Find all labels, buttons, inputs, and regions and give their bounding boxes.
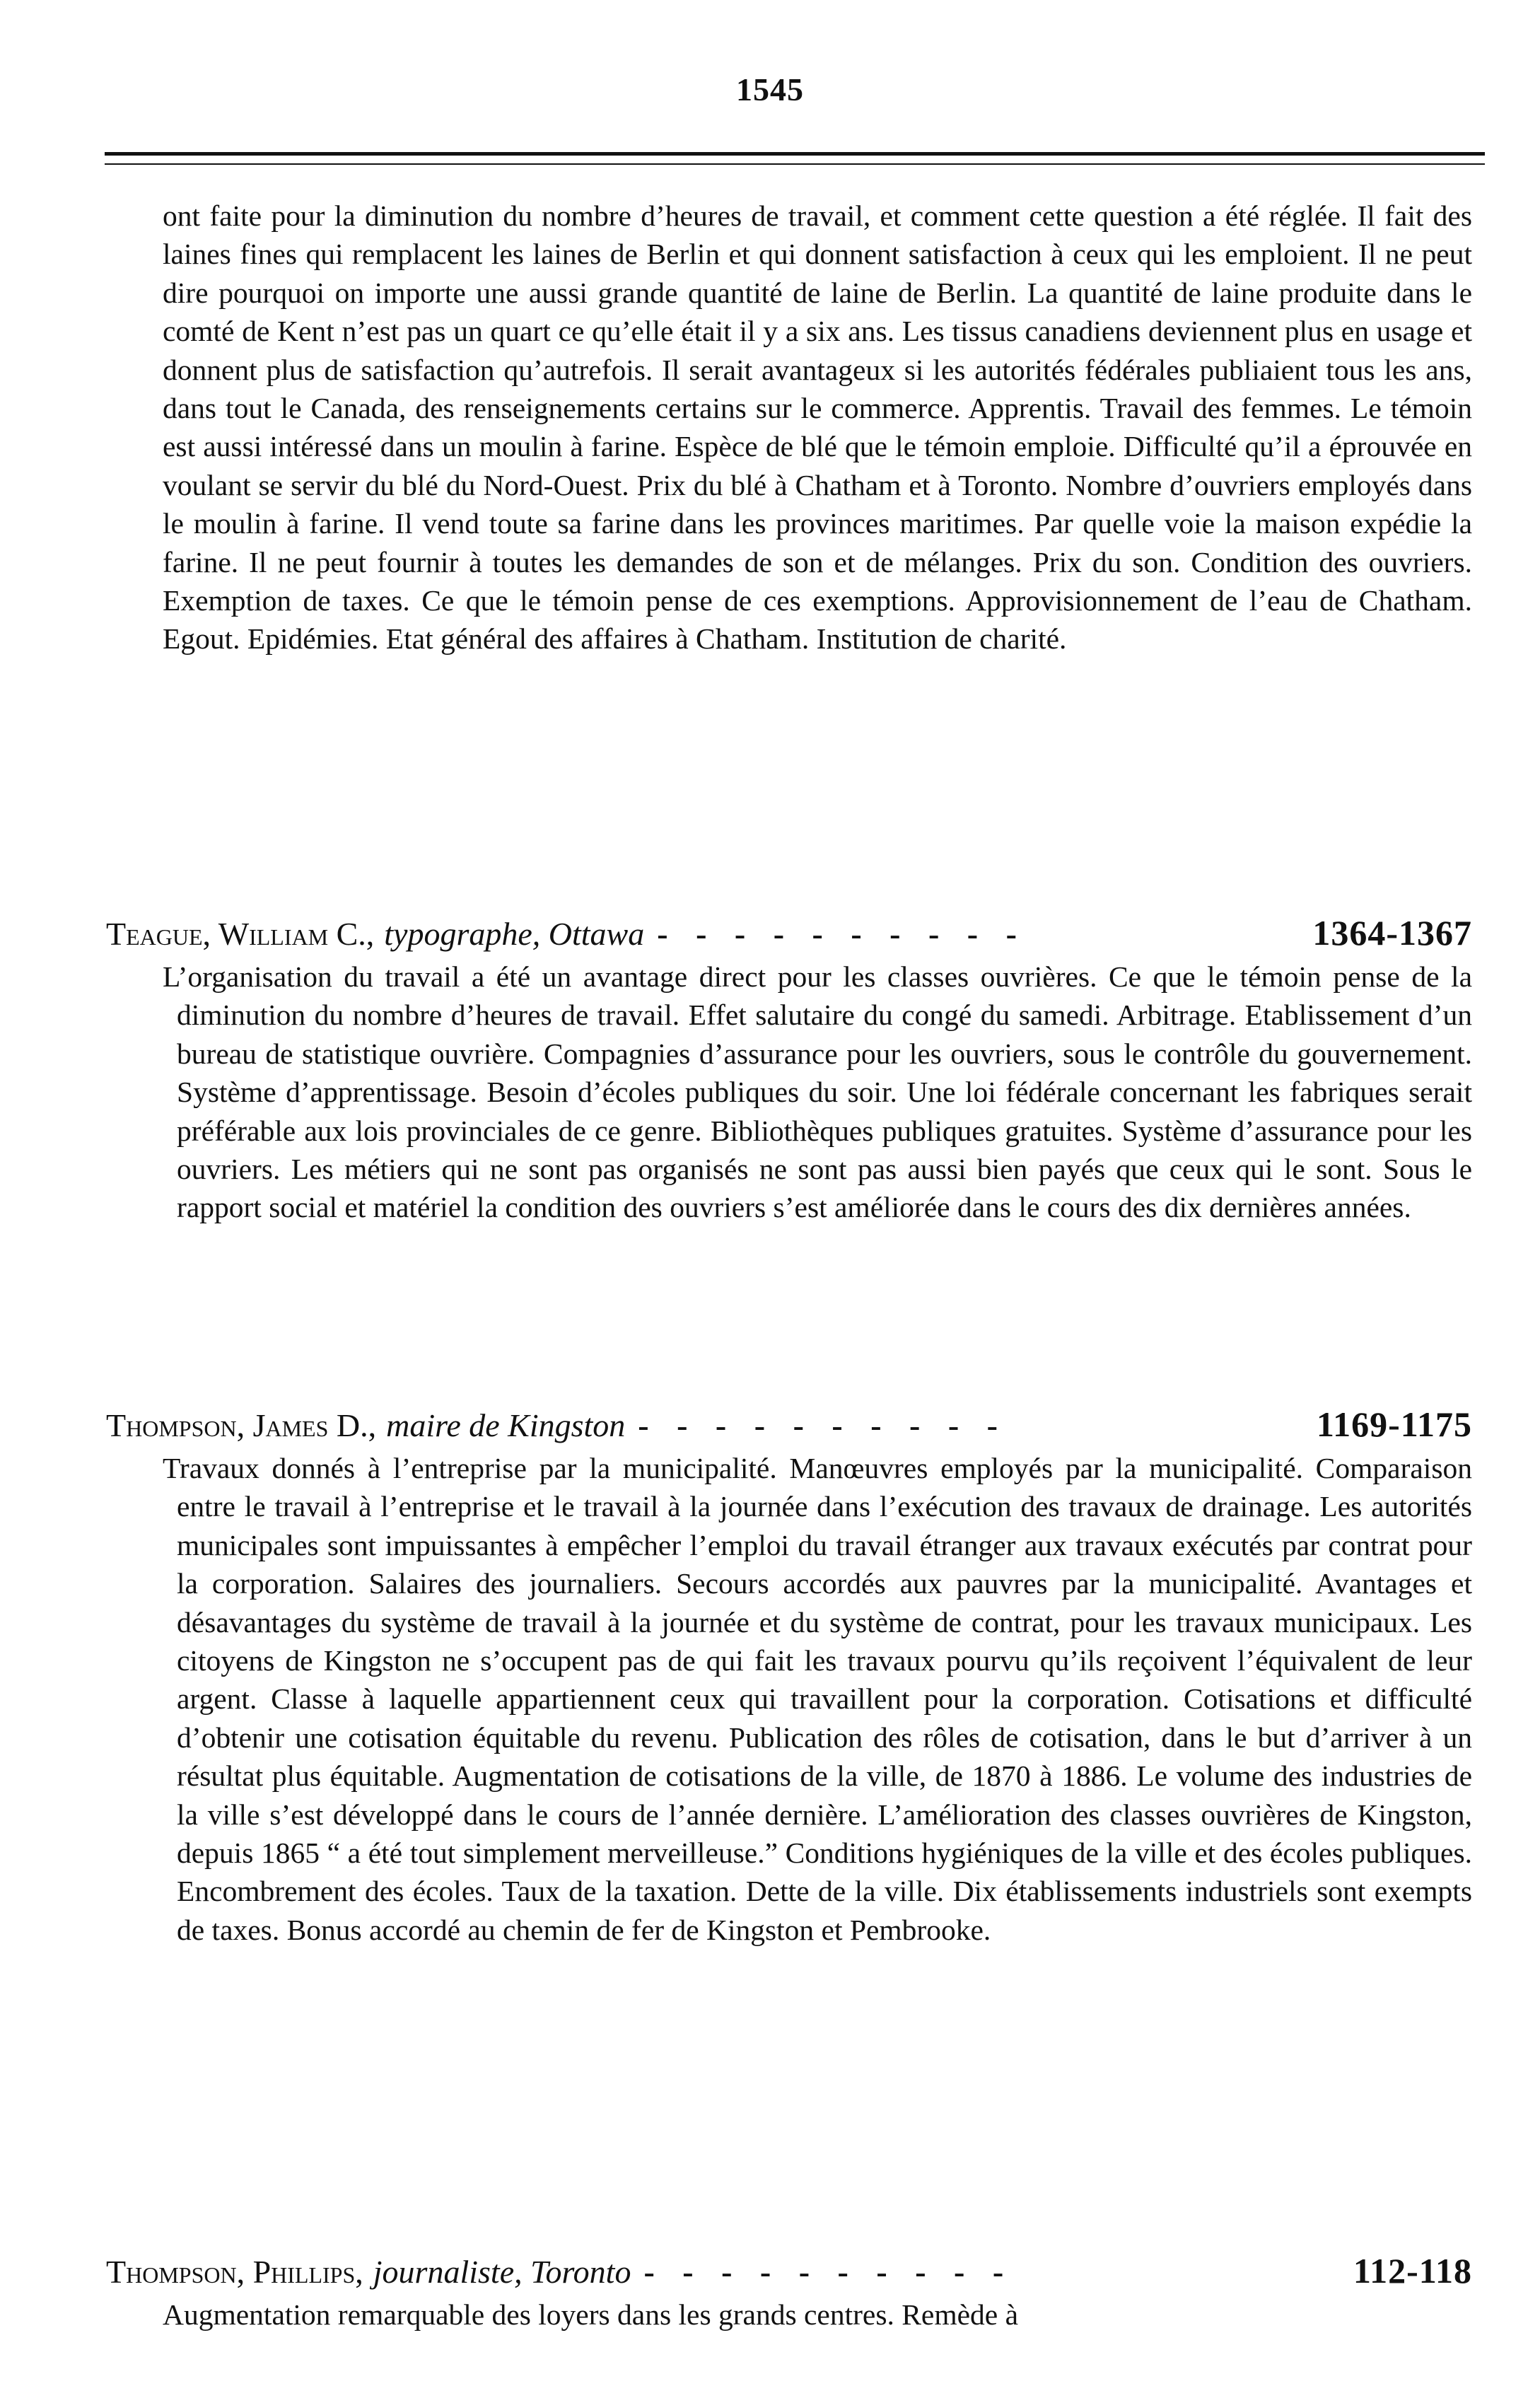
entry-role: maire de Kingston — [386, 1407, 626, 1443]
entry-leader: - - - - - - - - - - — [643, 2254, 1014, 2290]
entry-role: journaliste, Toronto — [373, 2254, 631, 2290]
entry-body: Augmentation remarquable des loyers dans les grands centres. Remède à — [163, 2298, 1019, 2331]
entry-leader: - - - - - - - - - - — [657, 916, 1027, 952]
entry-header — [106, 1404, 1472, 1449]
continuation-text: ont faite pour la diminution du nombre d’heures de travail, et comment cette question a été réglée. Il fait des laines fines qui remplacent les laines de Berlin et qui donnent satisfaction à ceux qui les emploient. Il ne peut dire pourquoi on importe une aussi grande quantité de laine de Berlin. La quantité de laine produite dans le comté de Kent n’est pas un quart ce qu’elle était il y a six ans. Les tissus canadiens deviennent plus en usage et donnent plus de satisfaction qu’autrefois. Il serait avantageux si les autorités fédérales publiaient tous les ans, dans tout le Canada, des renseignements certains sur le commerce. Apprentis. Travail des femmes. Le témoin est aussi intéressé dans un moulin à farine. Espèce de blé que le témoin emploie. Difficulté qu’il a éprouvée en voulant se servir du blé du Nord-Ouest. Prix du blé à Chatham et à Toronto. Nombre d’ouvriers employés dans le moulin à farine. Il vend toute sa farine dans les provinces maritimes. Par quelle voie la maison expédie la farine. Il ne peut fournir à toutes les demandes de son et de mélanges. Prix du son. Condition des ouvriers. Exemption de taxes. Ce que le témoin pense de ces exemptions. Approvisionnement de l’eau de Chatham. Egout. Epidémies. Etat général des affaires à Chatham. Institution de charité. — [163, 199, 1472, 656]
entry-name: Teague, William C., — [106, 916, 375, 952]
entry-pages: 1169-1175 — [1316, 1404, 1472, 1444]
entry-body: Travaux donnés à l’entreprise par la municipalité. Manœuvres employés par la municipalité. Comparaison entre le travail à l’entreprise et le travail à la journée dans l’exécution des travaux de drainage. Les autorités municipales sont impuissantes à empêcher l’emploi du travail étranger aux travaux exécutés par contrat pour la corporation. Salaires des journaliers. Secours accordés aux pauvres par la municipalité. Avantages et désavantages du système de travail à la journée et du système de contrat, pour les travaux municipaux. Les citoyens de Kingston ne s’occupent pas de qui fait les travaux pourvu qu’ils reçoivent l’équivalent de leur argent. Classe à laquelle appartiennent ceux qui travaillent pour la corporation. Cotisations et difficulté d’obtenir une cotisation équitable du revenu. Publication des rôles de cotisation, dans le but d’arriver à un résultat plus équitable. Augmentation de cotisations de la ville, de 1870 à 1886. Le volume des industries de la ville s’est développé dans le cours de l’année dernière. L’amélioration des classes ouvrières de Kingston, depuis 1865 “ a été tout simplement merveilleuse.” Conditions hygiéniques de la ville et des écoles publiques. Encombrement des écoles. Taux de la taxation. Dette de la ville. Dix établissements industriels sont exempts de taxes. Bonus accordé au chemin de fer de Kingston et Pembrooke. — [163, 1452, 1472, 1946]
entry-role: typographe, Ottawa — [384, 916, 645, 952]
entry-name: Thompson, Phillips, — [106, 2254, 363, 2290]
entry-pages: 1364-1367 — [1312, 913, 1472, 953]
index-entry-thompson-james — [106, 1404, 1472, 1949]
index-entry-thompson-phillips — [106, 2250, 1472, 2334]
index-entry-teague — [106, 912, 1472, 1227]
header-rule-thin — [105, 163, 1485, 165]
header-rule-thick — [105, 152, 1485, 156]
entry-body: L’organisation du travail a été un avantage direct pour les classes ouvrières. Ce que le témoin pense de la diminution du nombre d’heures de travail. Effet salutaire du congé du samedi. Arbitrage. Etablissement d’un bureau de statistique ouvrière. Compagnies d’assurance pour les ouvriers, sous le contrôle du gouvernement. Système d’apprentissage. Besoin d’écoles publiques du soir. Une loi fédérale concernant les fabriques serait préférable aux lois provinciales de ce genre. Bibliothèques publiques gratuites. Système d’assurance pour les ouvriers. Les métiers qui ne sont pas organisés ne sont pas aussi bien payés que ceux qui le sont. Sous le rapport social et matériel la condition des ouvriers s’est améliorée dans le cours des dix dernières années. — [163, 960, 1472, 1224]
entry-name: Thompson, James D., — [106, 1407, 377, 1443]
entry-leader: - - - - - - - - - - — [638, 1407, 1008, 1443]
entry-pages: 112-118 — [1353, 2251, 1472, 2291]
entry-header — [106, 912, 1472, 958]
entry-header — [106, 2250, 1472, 2295]
page-number: 1545 — [736, 71, 804, 107]
continuation-paragraph — [163, 197, 1472, 658]
